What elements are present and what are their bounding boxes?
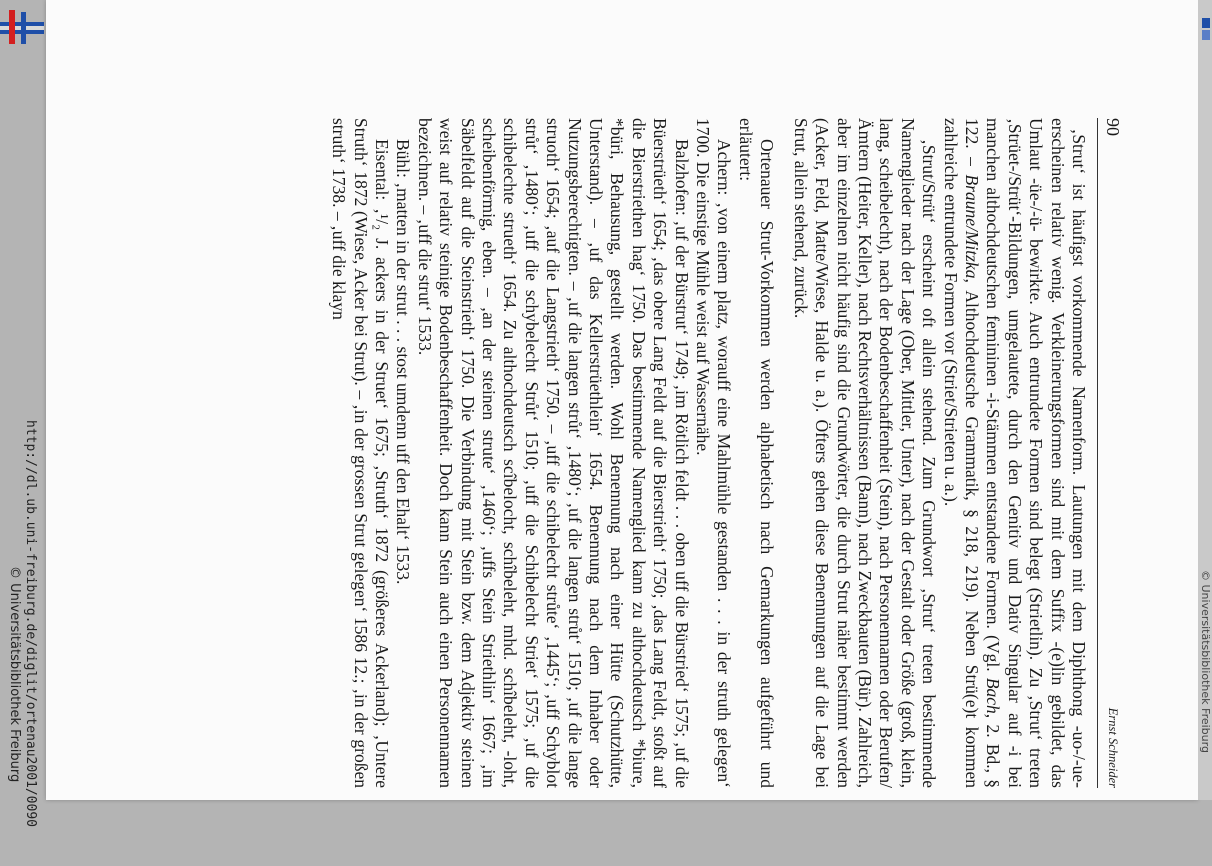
entry-achern: Achern: ‚von einem platz, worauff eine Mahlmühle gestanden . . . in der struth gelegen‘ 1700. Die einstige Mühle weist auf Wassernähe. (693, 118, 735, 788)
running-head-author: Ernst Schneider (1106, 707, 1121, 788)
next-page-color-mark (1198, 18, 1212, 44)
running-head (1097, 118, 1138, 788)
paragraph-strut-forms: ‚Strut‘ ist häufigst vorkommende Namenform. Lautungen mit dem Diphthong -uo-/-ue- erscheinen relativ wenig. Verkleinerungsformen sind mit dem Suffix -(e)lin gebildet, das Umlaut -üe-/-ü- bewirkte. Auch entrundete Formen sind belegt (Strietlin). Zu ‚Strut‘ treten ‚Strüet-/Strüt‘-Bildungen, umgelautete, durch den Genitiv und Dativ Singular auf -i bei manchen althochdeutschen femininen -i-Stämmen entstandene Formen. (Vgl. Bach, 2. Bd., § 122. – Braune/Mitzka, Althochdeutsche Grammatik, § 218, 219). Neben Strü(e)t kommen zahlreiche entrundete Formen vor (Striet/Strieten u. a.). (940, 118, 1089, 788)
colorbar-blue-vertical (21, 12, 26, 44)
paragraph-intro: Ortenauer Strut-Vorkommen werden alphabetisch nach Gemarkungen aufgeführt und erläutert: (735, 118, 778, 788)
entry-balzhofen: Balzhofen: ‚uf der Bürstrut‘ 1749; ‚im Rötlich feldt . . . oben uff die Bürstried‘ 1575; ‚uf die Büerstrüeth‘ 1654; ‚das obere Lang Feldt auf die Bierstrieth‘ 1750; ‚das Lang Feldt, stoßt auf die Bierstriethen hag‘ 1750. Das bestimmende Namenglied kann zu althochdeutsch *biure, *büri, Behausung, gestellt werden. Wohl Benennung nach einer Hütte (Schutzhütte, Unterstand). – ‚uf das Kellerstrüethlein‘ 1654. Benennung nach dem Inhaber oder Nutzungsberechtigten. – ‚uf die langen strůt‘ ‚1480‘; ‚uf die langen strůt‘ 1510; ‚uf die lange struoth‘ 1654; ‚auf die Langstrieth‘ 1750. – ‚uff die schibelecht strůte‘ ‚1445‘; ‚uff Schyblot strůt‘ ‚1480‘; ‚uff die schybelecht Strůt‘ 1510; ‚uff die Schibelecht Striet‘ 1575; ‚uf die schibelechte strueth‘ 1654. Zu althochdeutsch scîbelocht, schîbeleht, mhd. schîbeleht, -loht, scheibenförmig, eben. – ‚an der steinen strute‘ ‚1460‘; ‚uffs Stein Striethlin‘ 1667; ‚im Säbelfeldt auf die Steinstrieth‘ 1750. Die Verbindung mit Stein bzw. dem Adjektiv steinen weist auf relativ steinige Bodenbeschaffenheit. Doch kann Stein auch einen Personennamen bezeichnen. – ‚uff die strut‘ 1533. (414, 118, 692, 788)
paragraph-strut-compounds: ‚Strut/Strüt‘ erscheint oft allein stehend. Zum Grundwort ‚Strut‘ treten bestimmende Namenglieder nach der Lage (Ober, Mittler, Unter), nach der Gestalt oder Größe (groß, klein, lang, scheibelecht), nach der Bodenbeschaffenheit (Stein), nach Personennamen oder Berufen/Ämtern (Heiter, Keller), nach Rechtsverhältnissen (Bann), nach Zweckbauten (Bür). Zahlreich, aber im einzelnen nicht häufig sind die Grundwörter, die durch Strut näher bestimmt werden (Acker, Feld, Matte/Wiese, Halde u. a.). Öfters gehen diese Benennungen auf die Lage bei Strut, allein stehend, zurück. (790, 118, 940, 788)
page-number: 90 (1103, 118, 1124, 136)
watermark-url: http://dl.ub.uni-freiburg.de/diglit/ortenau2001/0090 (23, 420, 38, 827)
entry-buehl: Bühl: ‚matten in der strut . . . stost umdenn uff den Ehalt‘ 1533. (393, 139, 414, 585)
page-text-block (128, 118, 1138, 788)
watermark-copyright: © Universitätsbibliothek Freiburg (7, 566, 22, 783)
colorbar-red-band (9, 10, 15, 44)
entry-eisental: Eisental: ‚¹/₂ J. ackers in der Struet‘ 1675; ‚Struth‘ 1872 (größeres Ackerland); ‚Untere Struth‘ 1872 (Wiese, Acker bei Strut). – ‚in der grossen Strut gelegen‘ 1586 12.; ‚in der großen struth‘ 1738. – ‚uff die klayn (329, 118, 392, 788)
next-page-copyright: © Universitätsbibliothek Freiburg (1199, 570, 1212, 753)
color-calibration-bar (0, 0, 46, 50)
